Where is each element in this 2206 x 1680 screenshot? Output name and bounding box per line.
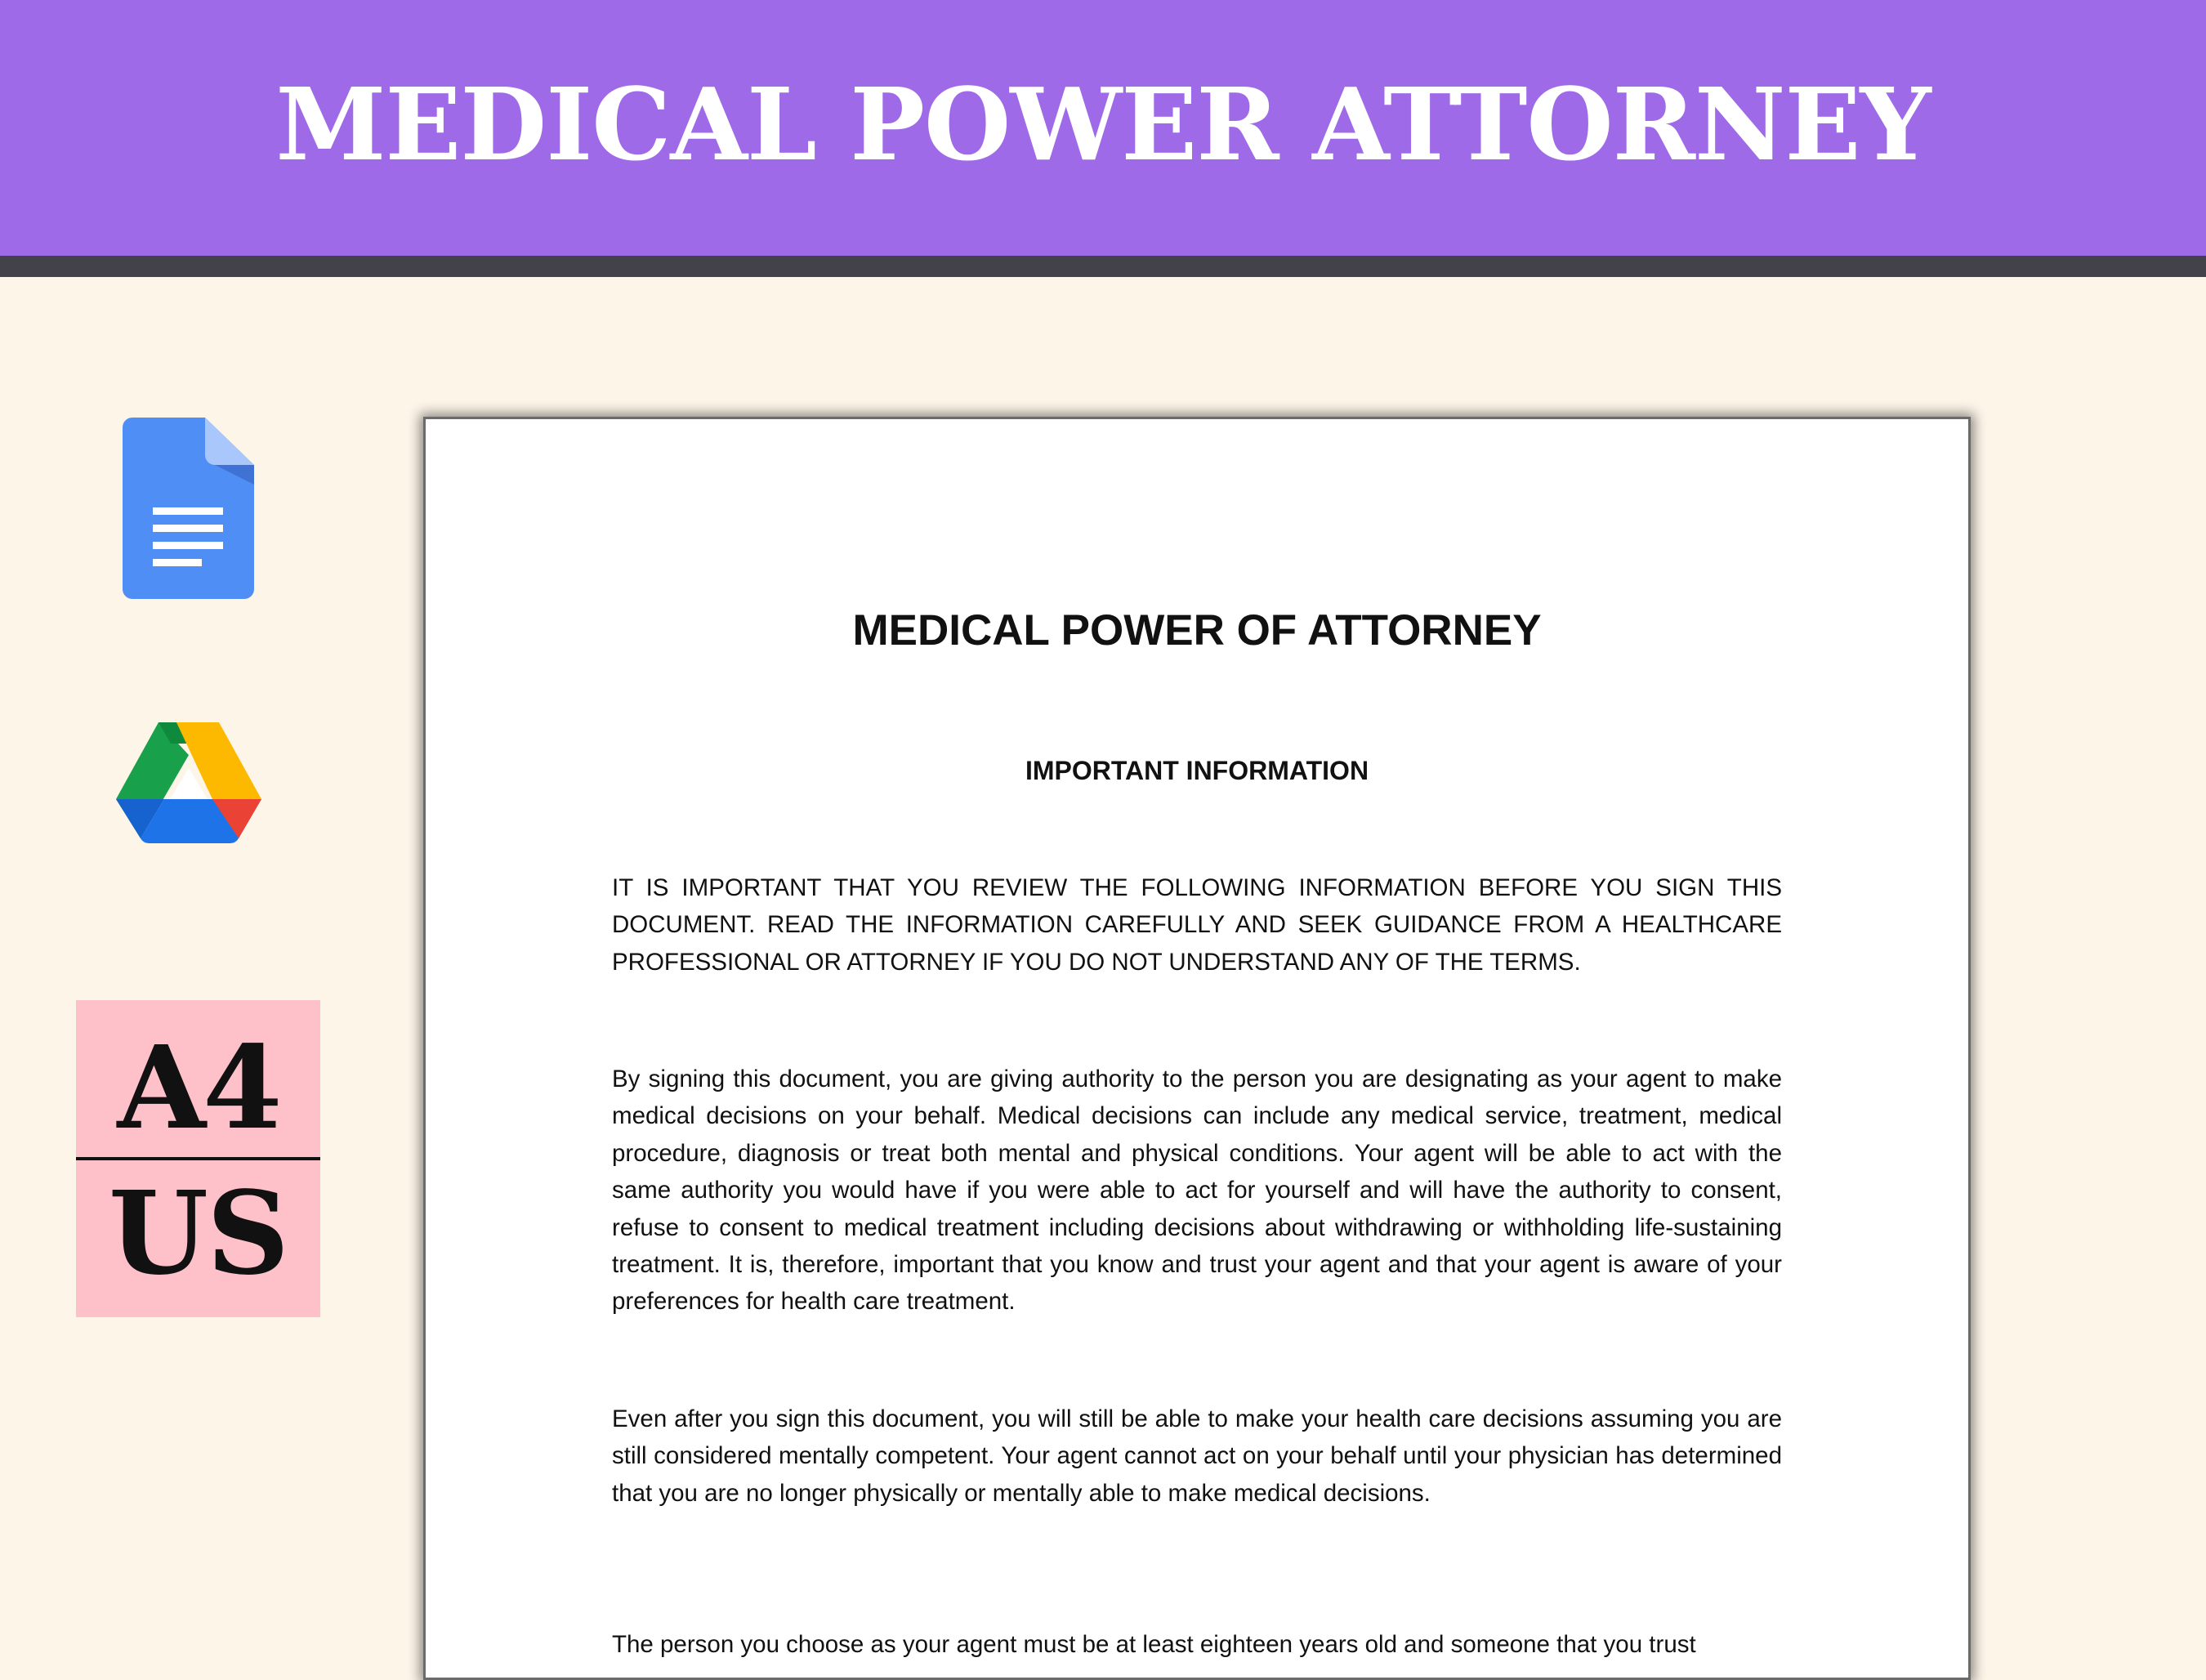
- banner-divider-stripe: [0, 256, 2206, 277]
- header-banner: [0, 0, 2206, 256]
- format-divider: [76, 1157, 320, 1160]
- document-paragraph: The person you choose as your agent must be at least eighteen years old and someone that you trust: [612, 1631, 1696, 1658]
- paper-format-badge: [76, 1000, 320, 1317]
- document-paragraph: IT IS IMPORTANT THAT YOU REVIEW THE FOLLOWING INFORMATION BEFORE YOU SIGN THIS DOCUMENT. READ THE INFORMATION CAREFULLY AND SEEK GUIDANCE FROM A HEALTHCARE PROFESSIONAL OR ATTORNEY IF YOU DO NOT UNDERSTAND ANY OF THE TERMS.: [612, 874, 1782, 976]
- format-a4-label: A4: [117, 1021, 279, 1155]
- banner-title: MEDICAL POWER ATTORNEY: [275, 65, 1931, 183]
- document-subtitle: IMPORTANT INFORMATION: [1025, 756, 1369, 785]
- format-us-label: US: [108, 1167, 288, 1301]
- google-drive-icon: [116, 719, 261, 848]
- document-page-preview: [423, 417, 1971, 1680]
- document-paragraph: Even after you sign this document, you will still be able to make your health care decisions assuming you are still considered mentally competent. Your agent cannot act on your behalf until your physician has determined that you are no longer physically or mentally able to make medical decisions.: [612, 1405, 1782, 1507]
- document-title: MEDICAL POWER OF ATTORNEY: [852, 606, 1542, 655]
- document-paragraph: By signing this document, you are giving authority to the person you are designating as your agent to make medical decisions on your behalf. Medical decisions can include any medical service, treatment, medical procedure, diagnosis or treat both mental and physical conditions. Your agent will be able to act with the same authority you would have if you were able to act for yourself and will have the authority to consent, refuse to consent to medical treatment including decisions about withdrawing or withholding life-sustaining treatment. It is, therefore, important that you know and trust your agent and that your agent is aware of your preferences for health care treatment.: [612, 1066, 1782, 1316]
- google-docs-icon: [123, 418, 254, 599]
